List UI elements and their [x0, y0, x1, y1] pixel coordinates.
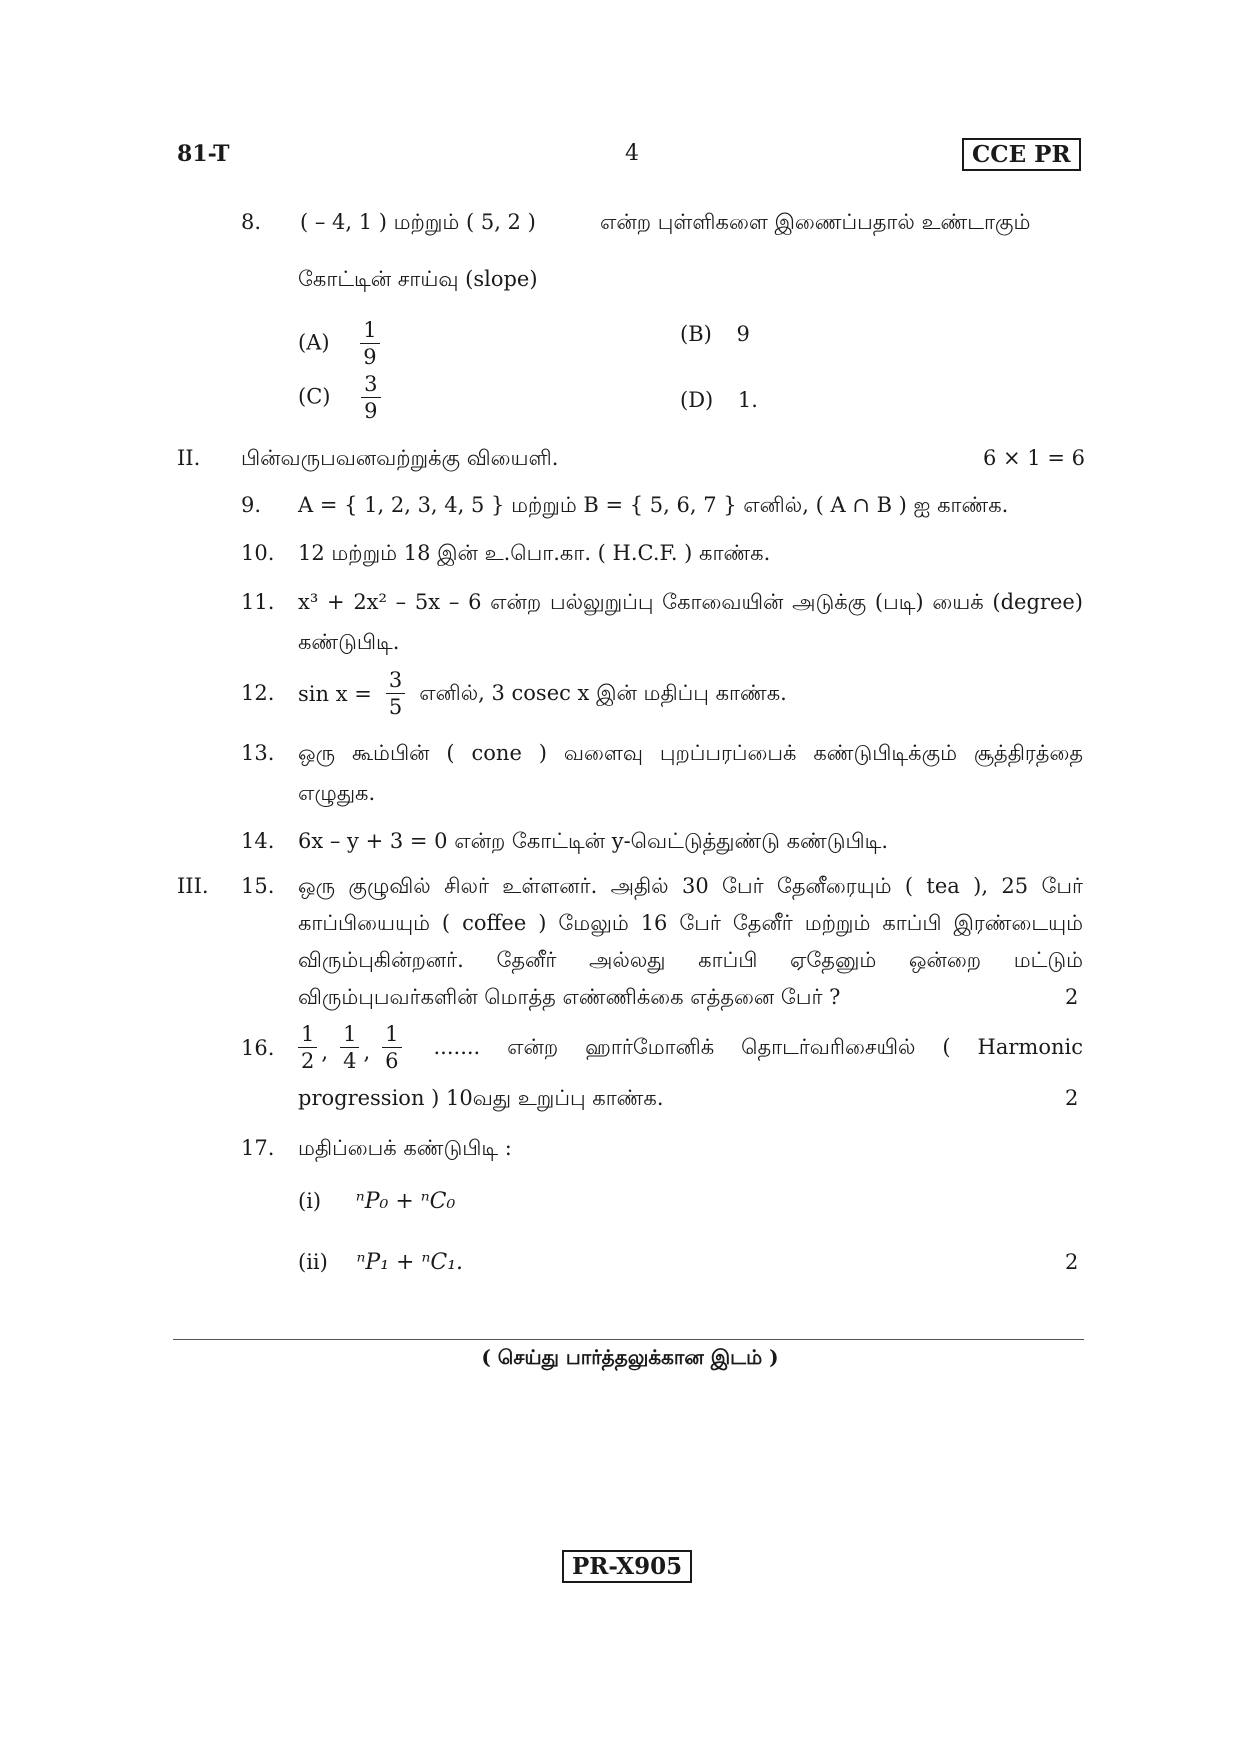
part-label: (ii): [298, 1250, 328, 1274]
q16-text-line1: ....... என்ற ஹார்மோனிக் தொடர்வரிசையில் ( Harmonic: [433, 1034, 1083, 1059]
q17-part-i: [298, 1189, 455, 1214]
q13-line2: எழுதுக.: [298, 781, 376, 805]
section2-marks: 6 × 1 = 6: [983, 446, 1085, 470]
q12-fraction: [386, 670, 405, 718]
option-label: (D): [680, 388, 714, 412]
fraction-numerator: 3: [361, 374, 380, 398]
option-value: 9: [736, 322, 750, 346]
q9-text: A = { 1, 2, 3, 4, 5 } மற்றும் B = { 5, 6, 7 } எனில், ( A ∩ B ) ஐ காண்க.: [298, 493, 1009, 517]
q16-fraction: [382, 1024, 401, 1072]
q12-number: 12.: [241, 681, 275, 705]
fraction-numerator: 1: [298, 1024, 317, 1048]
q11-number: 11.: [241, 590, 275, 614]
q16-text-line2: progression ) 10வது உறுப்பு காண்க.: [298, 1086, 664, 1110]
part-expression: ⁿP₀ + ⁿC₀: [355, 1189, 456, 1214]
q8-option-c: [298, 374, 381, 422]
q15-line: விரும்புபவர்களின் மொத்த எண்ணிக்கை எத்தனை பேர் ?: [298, 985, 841, 1009]
q10-number: 10.: [241, 541, 275, 565]
q15-line: காப்பியையும் ( coffee ) மேலும் 16 பேர் தேனீர் மற்றும் காப்பி இரண்டையும்: [298, 911, 1083, 935]
q11-line2: கண்டுபிடி.: [298, 630, 400, 654]
q15-line: விரும்புகின்றனர். தேனீர் அல்லது காப்பி ஏதேனும் ஒன்றை மட்டும்: [298, 948, 1083, 972]
fraction-numerator: 1: [360, 320, 379, 344]
q16-fraction: [298, 1024, 317, 1072]
part-label: (i): [298, 1189, 322, 1213]
q14-number: 14.: [241, 829, 275, 853]
paper-code: 81-T: [177, 141, 230, 167]
q8-option-a: [298, 320, 380, 368]
option-fraction: [360, 320, 379, 368]
section2-roman: II.: [177, 446, 201, 470]
option-label: (B): [680, 322, 712, 346]
fraction-numerator: 1: [382, 1024, 401, 1048]
q8-option-b: [680, 322, 750, 346]
q17-number: 17.: [241, 1136, 275, 1160]
divider-line: [173, 1339, 1084, 1340]
q15-line: ஒரு குழுவில் சிலர் உள்ளனர். அதில் 30 பேர் தேனீரையும் ( tea ), 25 பேர்: [298, 874, 1083, 898]
fraction-numerator: 3: [386, 670, 405, 694]
q12-text: [298, 668, 787, 720]
q13-text: ஒரு கூம்பின் ( cone ) வளைவு புறப்பரப்பைக் கண்டுபிடிக்கும் சூத்திரத்தை: [298, 741, 1083, 765]
q16-number: 16.: [241, 1036, 275, 1060]
section2-instruction: பின்வருபவனவற்றுக்கு வியைளி.: [241, 446, 559, 470]
fraction-denominator: 4: [343, 1049, 357, 1073]
option-label: (A): [298, 330, 330, 355]
q8-stem-line2: கோட்டின் சாய்வு (slope): [298, 267, 538, 291]
q12-pre: sin x =: [298, 682, 372, 706]
q17-text: மதிப்பைக் கண்டுபிடி :: [298, 1136, 512, 1160]
fraction-numerator: 1: [340, 1024, 359, 1048]
footer-code: PR-X905: [562, 1550, 692, 1583]
page-number: 4: [625, 141, 639, 166]
q17-part-ii: [298, 1250, 463, 1275]
q16-line1: $\frac{1}{2}$ , $\frac{1}{4}$ , $\frac{1}{6}$ ....... என்ற ஹார்மோனிக் தொடர்வரிசையில் ( Harmonic: [298, 1022, 1083, 1074]
part-expression: ⁿP₁ + ⁿC₁.: [356, 1250, 464, 1275]
option-label: (C): [298, 384, 331, 409]
fraction-denominator: 2: [301, 1049, 315, 1073]
fraction-denominator: 9: [364, 399, 378, 423]
q15-text: [298, 874, 1083, 1022]
q8-option-d: [680, 388, 758, 412]
q10-text: 12 மற்றும் 18 இன் உ.பொ.கா. ( H.C.F. ) காண்க.: [298, 541, 771, 565]
option-fraction: [361, 374, 380, 422]
q15-marks: 2: [1065, 985, 1079, 1009]
q12-post: எனில், 3 cosec x இன் மதிப்பு காண்க.: [419, 680, 787, 705]
header-badge: CCE PR: [962, 138, 1081, 171]
rough-work-label: ( செய்து பார்த்தலுக்கான இடம் ): [481, 1345, 779, 1369]
q9-number: 9.: [241, 493, 262, 517]
q8-stem-rest: என்ற புள்ளிகளை இணைப்பதால் உண்டாகும்: [600, 210, 1031, 234]
q8-points: ( – 4, 1 ) மற்றும் ( 5, 2 ): [300, 210, 536, 234]
fraction-denominator: 9: [363, 345, 377, 369]
q8-number: 8.: [241, 210, 262, 234]
section3-roman: III.: [177, 874, 209, 898]
q14-text: 6x – y + 3 = 0 என்ற கோட்டின் y-வெட்டுத்துண்டு கண்டுபிடி.: [298, 829, 889, 853]
fraction-denominator: 5: [388, 695, 403, 719]
q13-number: 13.: [241, 741, 275, 765]
q16-fraction: [340, 1024, 359, 1072]
option-value: 1.: [737, 388, 758, 412]
q15-number: 15.: [241, 874, 275, 898]
q16-marks: 2: [1065, 1086, 1079, 1110]
q17-marks: 2: [1065, 1250, 1079, 1274]
q11-text: x³ + 2x² – 5x – 6 என்ற பல்லுறுப்பு கோவையின் அடுக்கு (படி) யைக் (degree): [298, 590, 1083, 614]
fraction-denominator: 6: [385, 1049, 399, 1073]
